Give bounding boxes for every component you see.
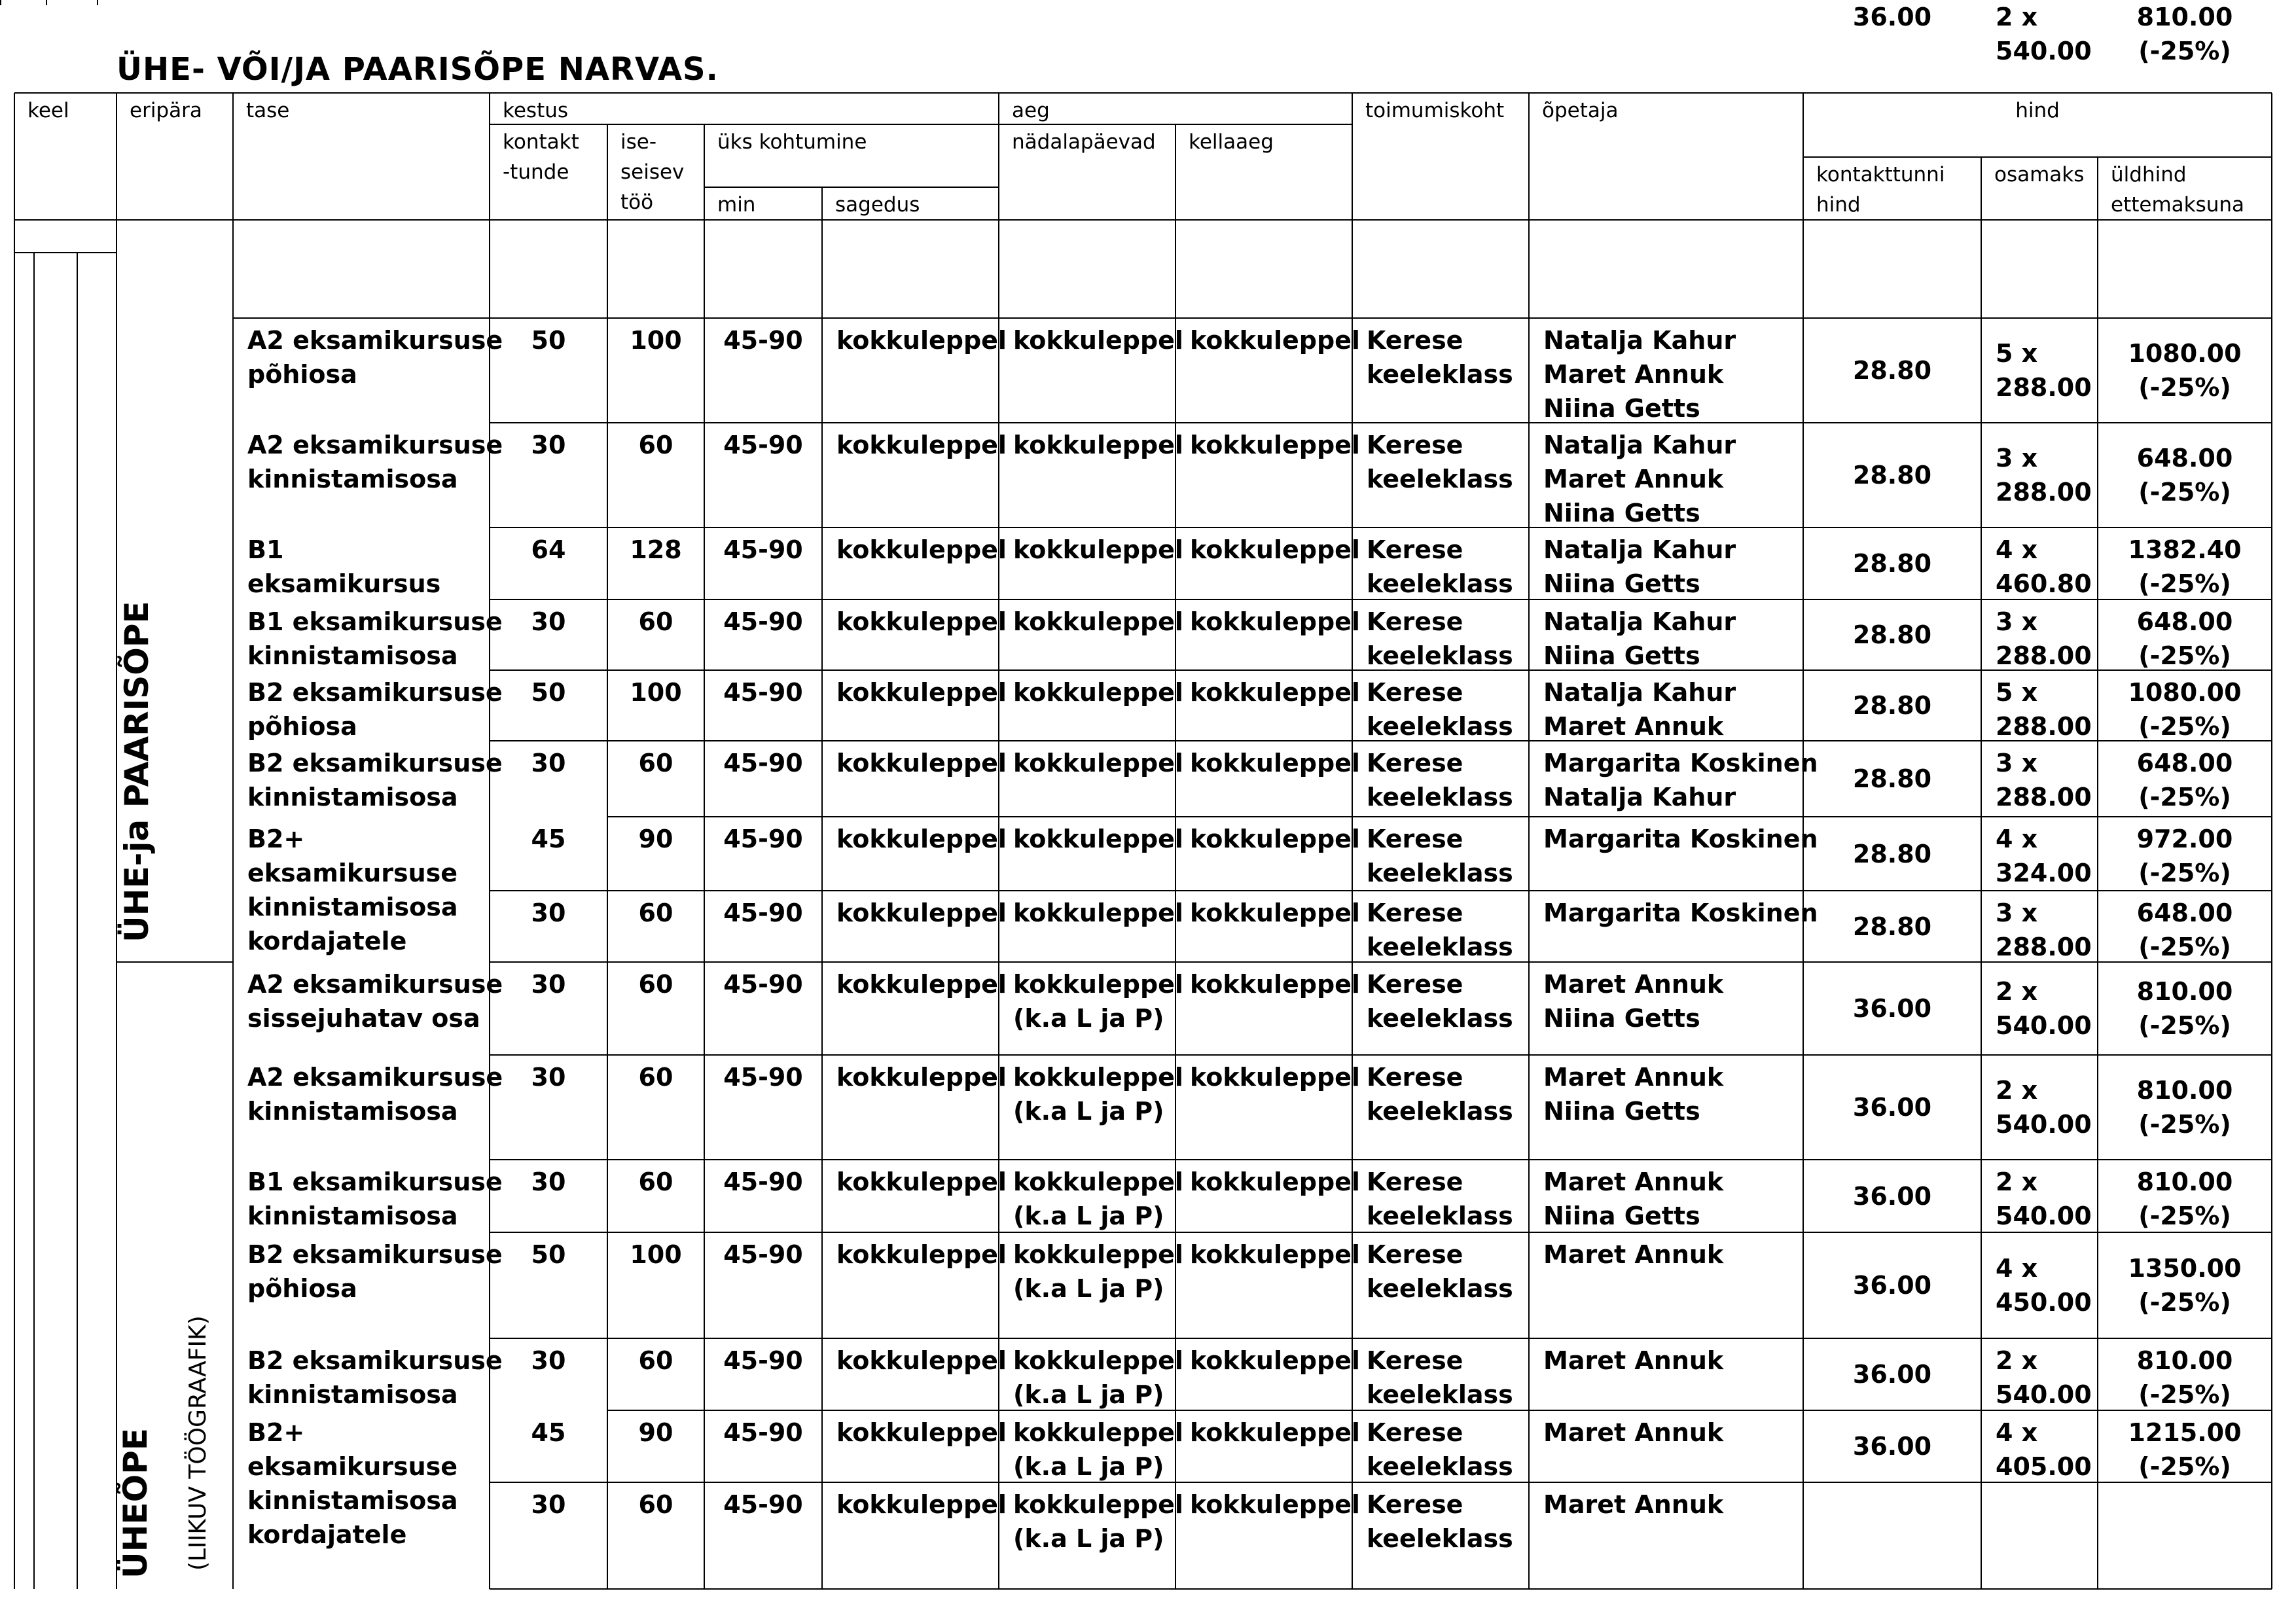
cell-sagedus: kokkuleppel xyxy=(836,970,1007,999)
cell-uldhind: 648.00 (-25%) xyxy=(2136,899,2233,961)
cell-iseseisev: 60 xyxy=(638,1063,673,1092)
cell-opetaja: Maret Annuk Niina Getts xyxy=(1543,1168,1724,1230)
cell-min: 45-90 xyxy=(723,678,803,707)
header-eripara: eripära xyxy=(130,99,202,122)
cell-opetaja: Maret Annuk xyxy=(1543,1240,1724,1269)
cell-tase: B2+ eksamikursuse kinnistamisosa kordajatele xyxy=(247,1418,458,1549)
cell-min: 45-90 xyxy=(723,1063,803,1092)
cell-min: 45-90 xyxy=(723,1490,803,1519)
cell-osamaks: 2 x 540.00 xyxy=(1996,1346,2092,1409)
cell-kellaaeg: kokkuleppel xyxy=(1190,1240,1360,1269)
cell-iseseisev: 90 xyxy=(638,1418,673,1447)
header-iseseisev: ise- seisev töö xyxy=(620,130,685,214)
cell-tase: B2 eksamikursuse kinnistamisosa xyxy=(247,749,503,812)
cell-tase: B2 eksamikursuse põhiosa xyxy=(247,678,503,741)
cell-sagedus: kokkuleppel xyxy=(836,825,1007,853)
cell-kontakt: 64 xyxy=(531,535,566,564)
cell-min: 45-90 xyxy=(723,1168,803,1196)
cell-iseseisev: 100 xyxy=(630,1240,682,1269)
header-keel: keel xyxy=(27,99,69,122)
cell-tunnihind: 28.80 xyxy=(1852,912,1932,941)
cell-kontakt: 45 xyxy=(531,1418,566,1447)
cell-koht: Kerese keeleklass xyxy=(1367,970,1513,1033)
cell-uldhind: 810.00 (-25%) xyxy=(2136,3,2233,65)
cell-uldhind: 1382.40 (-25%) xyxy=(2128,535,2242,598)
cell-uldhind: 810.00 (-25%) xyxy=(2136,1168,2233,1230)
cell-tunnihind: 36.00 xyxy=(1852,1182,1932,1211)
cell-kellaaeg: kokkuleppel xyxy=(1190,431,1360,459)
cell-paevad: kokkuleppel xyxy=(1013,899,1183,927)
cell-min: 45-90 xyxy=(723,970,803,999)
cell-tunnihind: 28.80 xyxy=(1852,620,1932,649)
cell-opetaja: Margarita Koskinen Natalja Kahur xyxy=(1543,749,1818,812)
cell-opetaja: Margarita Koskinen xyxy=(1543,899,1818,927)
header-kestus: kestus xyxy=(503,99,569,122)
cell-koht: Kerese keeleklass xyxy=(1367,749,1513,812)
cell-min: 45-90 xyxy=(723,825,803,853)
cell-tunnihind: 36.00 xyxy=(1852,1093,1932,1122)
cell-paevad: kokkuleppel xyxy=(1013,535,1183,564)
cell-kellaaeg: kokkuleppel xyxy=(1190,607,1360,636)
cell-osamaks: 2 x 540.00 xyxy=(1996,977,2092,1040)
header-aeg: aeg xyxy=(1012,99,1050,122)
cell-kontakt: 30 xyxy=(531,1490,566,1519)
cell-tunnihind: 28.80 xyxy=(1852,764,1932,793)
cell-uldhind: 648.00 (-25%) xyxy=(2136,749,2233,812)
cell-uldhind: 648.00 (-25%) xyxy=(2136,444,2233,507)
cell-sagedus: kokkuleppel xyxy=(836,1063,1007,1092)
cell-koht: Kerese keeleklass xyxy=(1367,1168,1513,1230)
cell-paevad: kokkuleppel (k.a L ja P) xyxy=(1013,970,1183,1033)
cell-iseseisev: 60 xyxy=(638,899,673,927)
cell-kontakt: 30 xyxy=(531,970,566,999)
cell-uldhind: 810.00 (-25%) xyxy=(2136,1346,2233,1409)
cell-opetaja: Maret Annuk xyxy=(1543,1346,1724,1375)
cell-koht: Kerese keeleklass xyxy=(1367,899,1513,961)
cell-kellaaeg: kokkuleppel xyxy=(1190,1490,1360,1519)
cell-opetaja: Margarita Koskinen xyxy=(1543,825,1818,853)
cell-paevad: kokkuleppel (k.a L ja P) xyxy=(1013,1418,1183,1481)
cell-kellaaeg: kokkuleppel xyxy=(1190,535,1360,564)
cell-tase: A2 eksamikursuse kinnistamisosa xyxy=(247,1063,503,1126)
cell-iseseisev: 100 xyxy=(630,326,682,355)
cell-paevad: kokkuleppel (k.a L ja P) xyxy=(1013,1240,1183,1303)
header-kontakttunni-hind: kontakttunni hind xyxy=(1816,163,1945,217)
cell-kellaaeg: kokkuleppel xyxy=(1190,1063,1360,1092)
cell-koht: Kerese keeleklass xyxy=(1367,431,1513,493)
cell-tunnihind: 36.00 xyxy=(1852,3,1932,31)
cell-tunnihind: 36.00 xyxy=(1852,1360,1932,1389)
header-tase: tase xyxy=(246,99,290,122)
cell-min: 45-90 xyxy=(723,749,803,777)
cell-tunnihind: 28.80 xyxy=(1852,461,1932,490)
cell-min: 45-90 xyxy=(723,326,803,355)
group-label-uheope: ÜHEÕPE xyxy=(117,1428,154,1578)
cell-kontakt: 50 xyxy=(531,326,566,355)
cell-tase: B1 eksamikursus xyxy=(247,535,441,598)
cell-opetaja: Maret Annuk xyxy=(1543,1418,1724,1447)
cell-kellaaeg: kokkuleppel xyxy=(1190,678,1360,707)
cell-min: 45-90 xyxy=(723,535,803,564)
page-title: ÜHE- VÕI/JA PAARISÕPE NARVAS. xyxy=(117,51,719,88)
cell-uldhind: 648.00 (-25%) xyxy=(2136,607,2233,670)
cell-tase: A2 eksamikursuse põhiosa xyxy=(247,326,503,389)
header-hind: hind xyxy=(2015,99,2060,122)
cell-osamaks: 4 x 324.00 xyxy=(1996,825,2092,887)
cell-tase: A2 eksamikursuse sissejuhatav osa xyxy=(247,970,503,1033)
cell-kontakt: 30 xyxy=(531,749,566,777)
cell-kellaaeg: kokkuleppel xyxy=(1190,1418,1360,1447)
cell-sagedus: kokkuleppel xyxy=(836,1240,1007,1269)
cell-min: 45-90 xyxy=(723,899,803,927)
cell-paevad: kokkuleppel xyxy=(1013,326,1183,355)
cell-min: 45-90 xyxy=(723,1346,803,1375)
cell-uldhind: 972.00 (-25%) xyxy=(2136,825,2233,887)
cell-tunnihind: 28.80 xyxy=(1852,840,1932,868)
header-uldhind: üldhind ettemaksuna xyxy=(2111,163,2245,217)
cell-tunnihind: 28.80 xyxy=(1852,356,1932,385)
header-min: min xyxy=(717,193,756,217)
cell-tunnihind: 36.00 xyxy=(1852,1271,1932,1300)
cell-tunnihind: 28.80 xyxy=(1852,549,1932,578)
header-opetaja: õpetaja xyxy=(1542,99,1619,122)
cell-tunnihind: 36.00 xyxy=(1852,994,1932,1023)
cell-osamaks: 2 x 540.00 xyxy=(1996,3,2092,65)
cell-kontakt: 30 xyxy=(531,1346,566,1375)
cell-osamaks: 2 x 540.00 xyxy=(1996,1168,2092,1230)
cell-min: 45-90 xyxy=(723,431,803,459)
cell-kellaaeg: kokkuleppel xyxy=(1190,326,1360,355)
cell-osamaks: 4 x 460.80 xyxy=(1996,535,2092,598)
cell-kellaaeg: kokkuleppel xyxy=(1190,749,1360,777)
cell-osamaks: 3 x 288.00 xyxy=(1996,749,2092,812)
header-toimumiskoht: toimumiskoht xyxy=(1365,99,1505,122)
cell-paevad: kokkuleppel (k.a L ja P) xyxy=(1013,1168,1183,1230)
cell-koht: Kerese keeleklass xyxy=(1367,1418,1513,1481)
cell-paevad: kokkuleppel (k.a L ja P) xyxy=(1013,1490,1183,1553)
cell-tase: B2+ eksamikursuse kinnistamisosa kordajatele xyxy=(247,825,458,955)
cell-koht: Kerese keeleklass xyxy=(1367,326,1513,389)
cell-koht: Kerese keeleklass xyxy=(1367,1240,1513,1303)
cell-osamaks: 4 x 405.00 xyxy=(1996,1418,2092,1481)
cell-min: 45-90 xyxy=(723,1418,803,1447)
cell-uldhind: 810.00 (-25%) xyxy=(2136,1076,2233,1139)
cell-tase: B2 eksamikursuse põhiosa xyxy=(247,1240,503,1303)
cell-osamaks: 5 x 288.00 xyxy=(1996,339,2092,402)
cell-kontakt: 30 xyxy=(531,899,566,927)
cell-tase: A2 eksamikursuse kinnistamisosa xyxy=(247,431,503,493)
group-label-uheope-sub: (LIIKUV TÖÖGRAAFIK) xyxy=(185,1315,211,1571)
cell-sagedus: kokkuleppel xyxy=(836,1346,1007,1375)
cell-opetaja: Natalja Kahur Niina Getts xyxy=(1543,607,1736,670)
cell-uldhind: 1080.00 (-25%) xyxy=(2128,678,2242,741)
cell-paevad: kokkuleppel xyxy=(1013,607,1183,636)
cell-iseseisev: 128 xyxy=(630,535,682,564)
cell-iseseisev: 60 xyxy=(638,607,673,636)
header-osamaks: osamaks xyxy=(1994,163,2085,187)
cell-paevad: kokkuleppel xyxy=(1013,825,1183,853)
cell-kellaaeg: kokkuleppel xyxy=(1190,899,1360,927)
cell-osamaks: 5 x 288.00 xyxy=(1996,678,2092,741)
cell-tunnihind: 28.80 xyxy=(1852,691,1932,720)
cell-opetaja: Maret Annuk Niina Getts xyxy=(1543,970,1724,1033)
cell-kellaaeg: kokkuleppel xyxy=(1190,1168,1360,1196)
cell-tase: B1 eksamikursuse kinnistamisosa xyxy=(247,1168,503,1230)
cell-osamaks: 3 x 288.00 xyxy=(1996,899,2092,961)
cell-koht: Kerese keeleklass xyxy=(1367,1346,1513,1409)
cell-uldhind: 1080.00 (-25%) xyxy=(2128,339,2242,402)
cell-kontakt: 30 xyxy=(531,1168,566,1196)
cell-sagedus: kokkuleppel xyxy=(836,1418,1007,1447)
cell-sagedus: kokkuleppel xyxy=(836,431,1007,459)
cell-koht: Kerese keeleklass xyxy=(1367,607,1513,670)
cell-osamaks: 4 x 450.00 xyxy=(1996,1254,2092,1317)
cell-min: 45-90 xyxy=(723,1240,803,1269)
cell-iseseisev: 90 xyxy=(638,825,673,853)
cell-koht: Kerese keeleklass xyxy=(1367,1063,1513,1126)
cell-tunnihind: 36.00 xyxy=(1852,1432,1932,1461)
header-kellaaeg: kellaaeg xyxy=(1189,130,1274,154)
cell-sagedus: kokkuleppel xyxy=(836,326,1007,355)
cell-iseseisev: 60 xyxy=(638,1168,673,1196)
cell-osamaks: 3 x 288.00 xyxy=(1996,444,2092,507)
cell-kellaaeg: kokkuleppel xyxy=(1190,970,1360,999)
cell-kontakt: 50 xyxy=(531,678,566,707)
cell-osamaks: 2 x 540.00 xyxy=(1996,1076,2092,1139)
cell-kontakt: 30 xyxy=(531,607,566,636)
group-label-paarisope: ÜHE-ja PAARISÕPE xyxy=(118,601,156,942)
cell-tase: B2 eksamikursuse kinnistamisosa xyxy=(247,1346,503,1409)
cell-opetaja: Natalja Kahur Niina Getts xyxy=(1543,535,1736,598)
cell-kontakt: 30 xyxy=(531,1063,566,1092)
cell-opetaja: Natalja Kahur Maret Annuk xyxy=(1543,678,1736,741)
cell-kontakt: 30 xyxy=(531,431,566,459)
cell-paevad: kokkuleppel xyxy=(1013,749,1183,777)
cell-koht: Kerese keeleklass xyxy=(1367,1490,1513,1553)
cell-iseseisev: 60 xyxy=(638,1346,673,1375)
cell-sagedus: kokkuleppel xyxy=(836,535,1007,564)
cell-iseseisev: 100 xyxy=(630,678,682,707)
cell-koht: Kerese keeleklass xyxy=(1367,678,1513,741)
cell-koht: Kerese keeleklass xyxy=(1367,825,1513,887)
cell-paevad: kokkuleppel xyxy=(1013,431,1183,459)
cell-sagedus: kokkuleppel xyxy=(836,678,1007,707)
cell-kellaaeg: kokkuleppel xyxy=(1190,825,1360,853)
cell-min: 45-90 xyxy=(723,607,803,636)
cell-uldhind: 810.00 (-25%) xyxy=(2136,977,2233,1040)
cell-sagedus: kokkuleppel xyxy=(836,1168,1007,1196)
header-nadalapaevad: nädalapäevad xyxy=(1012,130,1156,154)
cell-tase: B1 eksamikursuse kinnistamisosa xyxy=(247,607,503,670)
cell-koht: Kerese keeleklass xyxy=(1367,535,1513,598)
cell-uldhind: 1350.00 (-25%) xyxy=(2128,1254,2242,1317)
cell-opetaja: Maret Annuk xyxy=(1543,1490,1724,1519)
cell-uldhind: 1215.00 (-25%) xyxy=(2128,1418,2242,1481)
cell-iseseisev: 60 xyxy=(638,1490,673,1519)
cell-kellaaeg: kokkuleppel xyxy=(1190,1346,1360,1375)
cell-iseseisev: 60 xyxy=(638,749,673,777)
cell-sagedus: kokkuleppel xyxy=(836,607,1007,636)
cell-kontakt: 50 xyxy=(531,1240,566,1269)
header-uks-kohtumine: üks kohtumine xyxy=(717,130,867,154)
cell-opetaja: Natalja Kahur Maret Annuk Niina Getts xyxy=(1543,326,1736,423)
cell-iseseisev: 60 xyxy=(638,970,673,999)
cell-opetaja: Natalja Kahur Maret Annuk Niina Getts xyxy=(1543,431,1736,527)
cell-sagedus: kokkuleppel xyxy=(836,749,1007,777)
cell-opetaja: Maret Annuk Niina Getts xyxy=(1543,1063,1724,1126)
header-sagedus: sagedus xyxy=(835,193,920,217)
cell-osamaks: 3 x 288.00 xyxy=(1996,607,2092,670)
cell-sagedus: kokkuleppel xyxy=(836,1490,1007,1519)
cell-iseseisev: 60 xyxy=(638,431,673,459)
cell-paevad: kokkuleppel xyxy=(1013,678,1183,707)
cell-kontakt: 45 xyxy=(531,825,566,853)
cell-paevad: kokkuleppel (k.a L ja P) xyxy=(1013,1346,1183,1409)
cell-paevad: kokkuleppel (k.a L ja P) xyxy=(1013,1063,1183,1126)
cell-sagedus: kokkuleppel xyxy=(836,899,1007,927)
header-kontakt: kontakt -tunde xyxy=(503,130,579,184)
